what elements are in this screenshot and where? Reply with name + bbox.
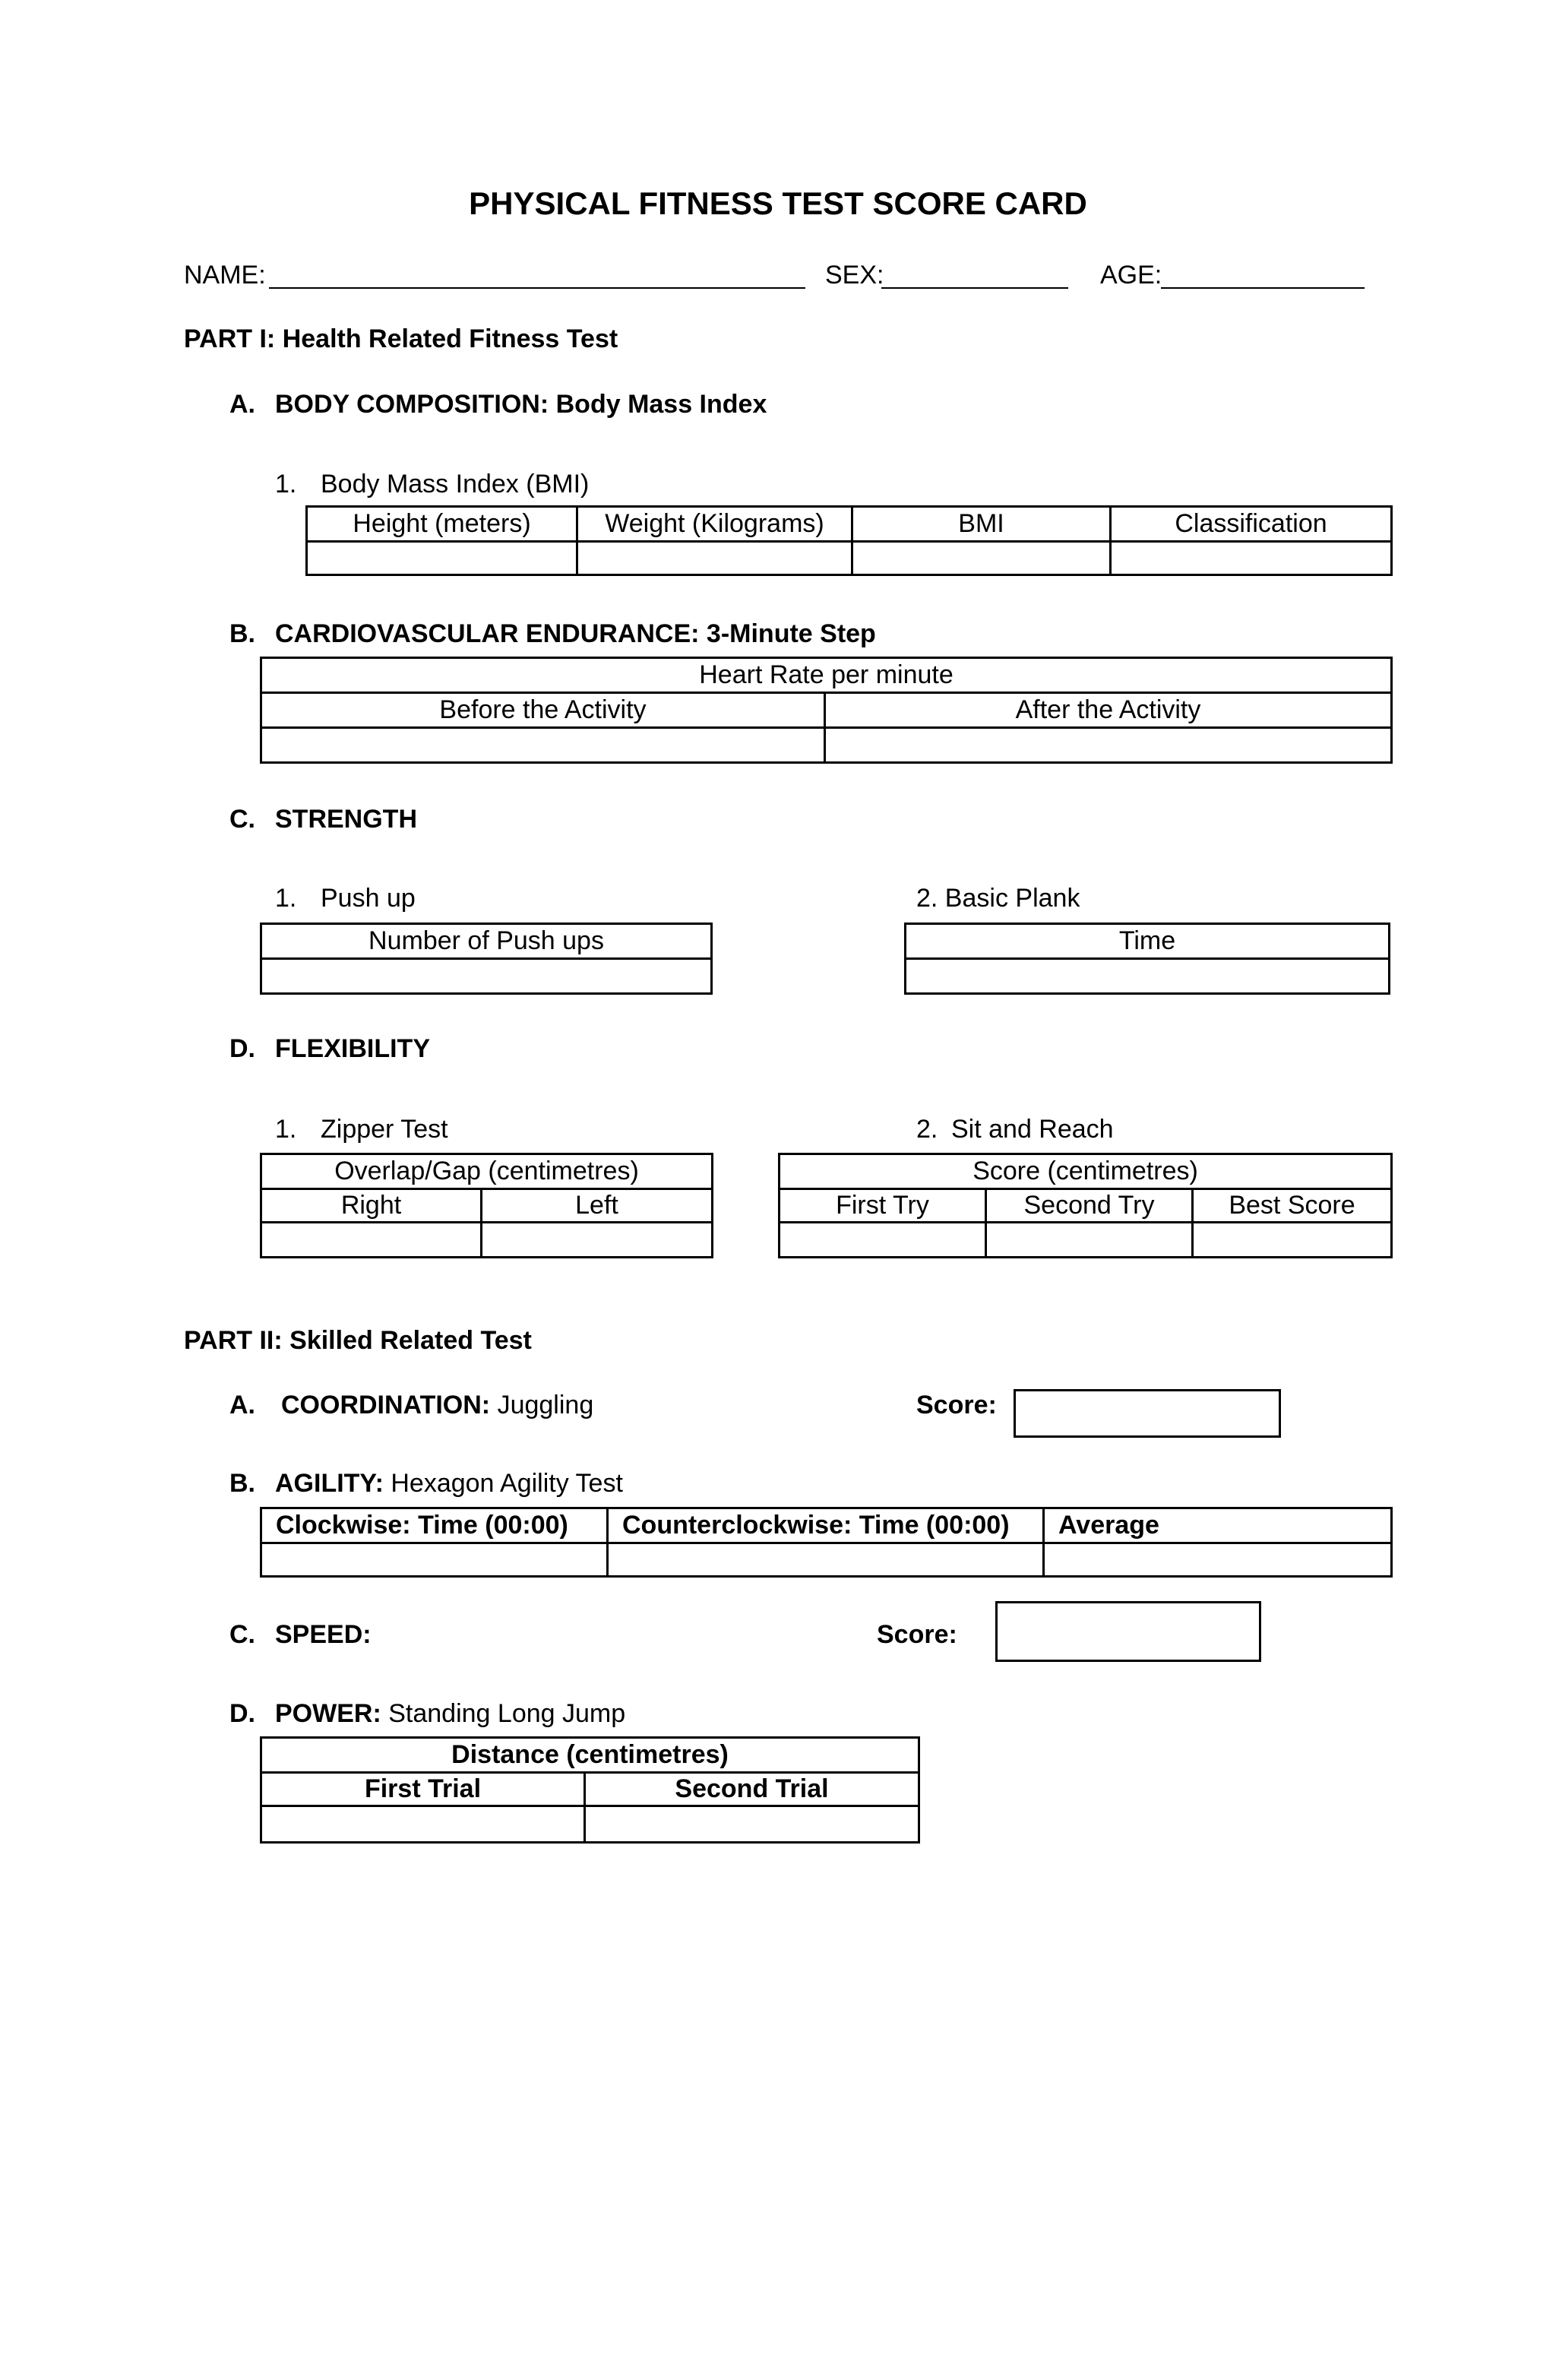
section-letter: A. <box>229 1391 255 1419</box>
average-cell[interactable] <box>1044 1543 1392 1577</box>
section-letter: B. <box>229 619 255 648</box>
long-jump-table <box>260 1736 920 1844</box>
column-header: Number of Push ups <box>261 924 712 959</box>
zipper-test-table <box>260 1153 713 1258</box>
column-header: Time <box>906 924 1390 959</box>
push-up-table <box>260 923 713 995</box>
section-letter: D. <box>229 1699 255 1728</box>
counterclockwise-time-cell[interactable] <box>608 1543 1044 1577</box>
body-composition-heading: BODY COMPOSITION: Body Mass Index <box>275 390 767 419</box>
plank-time-cell[interactable] <box>906 959 1390 994</box>
sit-and-reach-label: Sit and Reach <box>951 1115 1114 1144</box>
column-header: Best Score <box>1193 1189 1392 1223</box>
section-letter: A. <box>229 390 255 419</box>
column-header: Before the Activity <box>261 693 825 728</box>
page-title: PHYSICAL FITNESS TEST SCORE CARD <box>469 185 1087 221</box>
classification-cell[interactable] <box>1111 542 1392 575</box>
zipper-left-cell[interactable] <box>482 1223 713 1258</box>
column-header: BMI <box>852 507 1111 542</box>
item-number: 2. <box>916 1115 938 1144</box>
age-label: AGE: <box>1100 261 1162 290</box>
agility-heading: AGILITY: <box>275 1469 384 1498</box>
column-header: Clockwise: Time (00:00) <box>261 1508 608 1543</box>
push-up-label: Push up <box>321 884 416 913</box>
name-label: NAME: <box>184 261 266 290</box>
column-header: Second Try <box>986 1189 1193 1223</box>
column-header: Weight (Kilograms) <box>577 507 852 542</box>
column-header: Left <box>482 1189 713 1223</box>
age-field[interactable] <box>1161 287 1365 289</box>
column-header: Second Trial <box>585 1773 919 1806</box>
part2-heading: PART II: Skilled Related Test <box>184 1326 532 1355</box>
long-jump-label: Standing Long Jump <box>388 1699 626 1728</box>
section-letter: B. <box>229 1469 255 1498</box>
score-label: Score: <box>877 1620 957 1649</box>
heart-rate-table <box>260 657 1393 764</box>
zipper-test-label: Zipper Test <box>321 1115 448 1144</box>
weight-cell[interactable] <box>577 542 852 575</box>
power-heading: POWER: <box>275 1699 381 1728</box>
height-cell[interactable] <box>307 542 577 575</box>
column-header: Classification <box>1111 507 1392 542</box>
zipper-right-cell[interactable] <box>261 1223 482 1258</box>
group-header: Score (centimetres) <box>780 1154 1392 1189</box>
clockwise-time-cell[interactable] <box>261 1543 608 1577</box>
sit-and-reach-table <box>778 1153 1393 1258</box>
group-header: Overlap/Gap (centimetres) <box>261 1154 713 1189</box>
item-number: 1. <box>275 470 297 498</box>
second-try-cell[interactable] <box>986 1223 1193 1258</box>
column-header: First Trial <box>261 1773 585 1806</box>
column-header: First Try <box>780 1189 986 1223</box>
first-try-cell[interactable] <box>780 1223 986 1258</box>
agility-table <box>260 1507 1393 1578</box>
bmi-item-label: Body Mass Index (BMI) <box>321 470 590 498</box>
item-number: 1. <box>275 1115 297 1144</box>
section-letter: D. <box>229 1034 255 1063</box>
coordination-line <box>281 1391 593 1420</box>
cardio-heading: CARDIOVASCULAR ENDURANCE: 3-Minute Step <box>275 619 876 648</box>
coordination-heading: COORDINATION: <box>281 1391 491 1419</box>
group-header: Distance (centimetres) <box>261 1738 919 1773</box>
basic-plank-label: 2. Basic Plank <box>916 884 1080 913</box>
column-header: Right <box>261 1189 482 1223</box>
flexibility-heading: FLEXIBILITY <box>275 1034 430 1063</box>
best-score-cell[interactable] <box>1193 1223 1392 1258</box>
group-header: Heart Rate per minute <box>261 658 1392 693</box>
column-header: Height (meters) <box>307 507 577 542</box>
column-header: Counterclockwise: Time (00:00) <box>608 1508 1044 1543</box>
item-number: 1. <box>275 884 297 913</box>
after-activity-cell[interactable] <box>825 728 1392 763</box>
push-up-cell[interactable] <box>261 959 712 994</box>
part1-heading: PART I: Health Related Fitness Test <box>184 324 618 353</box>
agility-line <box>275 1469 623 1499</box>
hexagon-test-label: Hexagon Agility Test <box>391 1469 623 1498</box>
section-letter: C. <box>229 1620 255 1649</box>
name-field[interactable] <box>269 287 805 289</box>
plank-table <box>904 923 1390 995</box>
bmi-table <box>305 505 1393 576</box>
speed-heading: SPEED: <box>275 1620 372 1649</box>
coordination-score-box[interactable] <box>1014 1389 1281 1438</box>
sex-field[interactable] <box>881 287 1068 289</box>
bmi-cell[interactable] <box>852 542 1111 575</box>
first-trial-cell[interactable] <box>261 1806 585 1843</box>
speed-score-box[interactable] <box>995 1601 1261 1662</box>
strength-heading: STRENGTH <box>275 805 417 834</box>
before-activity-cell[interactable] <box>261 728 825 763</box>
sex-label: SEX: <box>825 261 884 290</box>
section-letter: C. <box>229 805 255 834</box>
column-header: Average <box>1044 1508 1392 1543</box>
second-trial-cell[interactable] <box>585 1806 919 1843</box>
juggling-label: Juggling <box>497 1391 594 1419</box>
power-line <box>275 1699 625 1729</box>
column-header: After the Activity <box>825 693 1392 728</box>
score-label: Score: <box>916 1391 997 1419</box>
